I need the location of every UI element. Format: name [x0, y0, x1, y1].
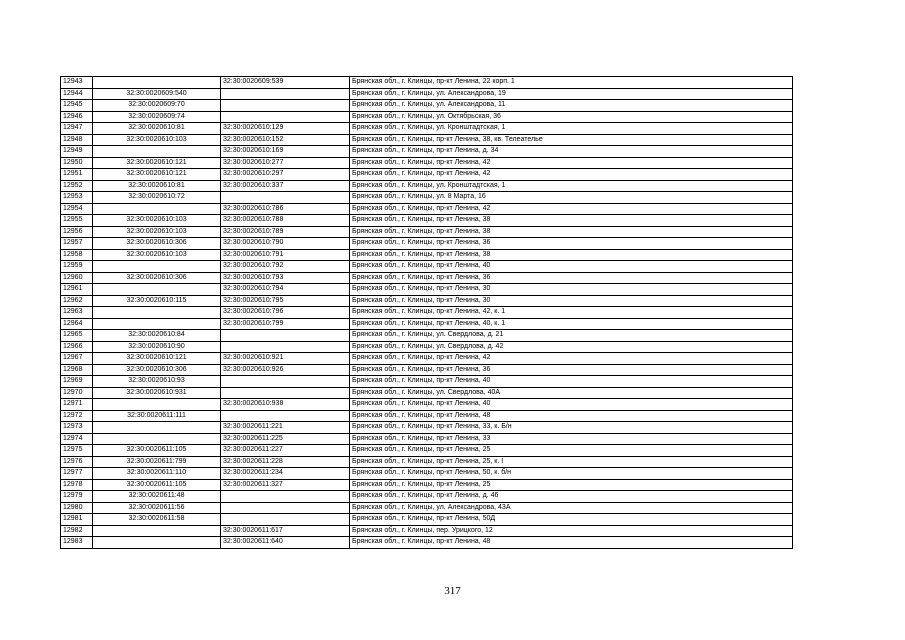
cadastral-number-cell: [221, 387, 350, 399]
row-number-cell: 12980: [61, 502, 93, 514]
cadastral-number-cell: 32:30:0020611:640: [221, 537, 350, 549]
cadastral-block-cell: [93, 146, 221, 158]
row-number-cell: 12950: [61, 157, 93, 169]
table-row: [61, 123, 793, 135]
address-cell: Брянская обл., г. Клинцы, пр-кт Ленина, 38: [350, 226, 793, 238]
table-row: [61, 468, 793, 480]
table-row: [61, 399, 793, 411]
address-cell: Брянская обл., г. Клинцы, пр-кт Ленина, 36: [350, 364, 793, 376]
cadastral-block-cell: 32:30:0020610:84: [93, 330, 221, 342]
cadastral-number-cell: 32:30:0020611:327: [221, 479, 350, 491]
cadastral-block-cell: 32:30:0020609:540: [93, 88, 221, 100]
cadastral-block-cell: 32:30:0020611:110: [93, 468, 221, 480]
address-cell: Брянская обл., г. Клинцы, пр-кт Ленина, 40, к. 1: [350, 318, 793, 330]
table-row: [61, 77, 793, 89]
row-number-cell: 12956: [61, 226, 93, 238]
row-number-cell: 12983: [61, 537, 93, 549]
table-row: [61, 146, 793, 158]
cadastral-block-cell: [93, 422, 221, 434]
table-row: [61, 238, 793, 250]
address-cell: Брянская обл., г. Клинцы, пр-кт Ленина, 48: [350, 537, 793, 549]
row-number-cell: 12960: [61, 272, 93, 284]
cadastral-number-cell: 32:30:0020610:938: [221, 399, 350, 411]
table-row: [61, 192, 793, 204]
address-cell: Брянская обл., г. Клинцы, пр-кт Ленина, 30: [350, 284, 793, 296]
row-number-cell: 12943: [61, 77, 93, 89]
cadastral-number-cell: 32:30:0020610:926: [221, 364, 350, 376]
cadastral-number-cell: 32:30:0020611:617: [221, 525, 350, 537]
cadastral-number-cell: 32:30:0020610:796: [221, 307, 350, 319]
address-cell: Брянская обл., г. Клинцы, пр-кт Ленина, 40: [350, 399, 793, 411]
cadastral-block-cell: [93, 284, 221, 296]
row-number-cell: 12946: [61, 111, 93, 123]
cadastral-number-cell: [221, 410, 350, 422]
cadastral-block-cell: 32:30:0020609:70: [93, 100, 221, 112]
address-cell: Брянская обл., г. Клинцы, пр-кт Ленина, 33: [350, 433, 793, 445]
row-number-cell: 12981: [61, 514, 93, 526]
row-number-cell: 12947: [61, 123, 93, 135]
table-row: [61, 514, 793, 526]
address-cell: Брянская обл., г. Клинцы, пр-кт Ленина, 50, к. б/н: [350, 468, 793, 480]
address-cell: Брянская обл., г. Клинцы, ул. Свердлова, д. 21: [350, 330, 793, 342]
row-number-cell: 12966: [61, 341, 93, 353]
row-number-cell: 12970: [61, 387, 93, 399]
cadastral-block-cell: 32:30:0020610:103: [93, 226, 221, 238]
table-row: [61, 445, 793, 457]
table-row: [61, 353, 793, 365]
cadastral-block-cell: 32:30:0020610:121: [93, 353, 221, 365]
row-number-cell: 12964: [61, 318, 93, 330]
cadastral-number-cell: 32:30:0020611:227: [221, 445, 350, 457]
cadastral-block-cell: 32:30:0020610:103: [93, 249, 221, 261]
cadastral-block-cell: [93, 203, 221, 215]
address-cell: Брянская обл., г. Клинцы, ул. Свердлова, 40А: [350, 387, 793, 399]
address-cell: Брянская обл., г. Клинцы, ул. 8 Марта, 16: [350, 192, 793, 204]
cadastral-number-cell: 32:30:0020610:795: [221, 295, 350, 307]
address-cell: Брянская обл., г. Клинцы, ул. Кронштадтская, 1: [350, 123, 793, 135]
row-number-cell: 12982: [61, 525, 93, 537]
row-number-cell: 12977: [61, 468, 93, 480]
cadastral-block-cell: 32:30:0020611:105: [93, 445, 221, 457]
address-cell: Брянская обл., г. Клинцы, пр-кт Ленина, 42: [350, 353, 793, 365]
row-number-cell: 12965: [61, 330, 93, 342]
cadastral-number-cell: 32:30:0020611:225: [221, 433, 350, 445]
address-cell: Брянская обл., г. Клинцы, пр-кт Ленина, д. 46: [350, 491, 793, 503]
address-cell: Брянская обл., г. Клинцы, пр-кт Ленина, 40: [350, 376, 793, 388]
address-cell: Брянская обл., г. Клинцы, пр-кт Ленина, 33, к. Б/н: [350, 422, 793, 434]
cadastral-block-cell: 32:30:0020610:90: [93, 341, 221, 353]
cadastral-number-cell: [221, 502, 350, 514]
cadastral-number-cell: 32:30:0020610:129: [221, 123, 350, 135]
cadastral-number-cell: 32:30:0020610:799: [221, 318, 350, 330]
row-number-cell: 12957: [61, 238, 93, 250]
address-cell: Брянская обл., г. Клинцы, пр-кт Ленина, 42: [350, 169, 793, 181]
table-row: [61, 203, 793, 215]
table-row: [61, 134, 793, 146]
table-row: [61, 284, 793, 296]
row-number-cell: 12967: [61, 353, 93, 365]
table-row: [61, 422, 793, 434]
cadastral-number-cell: [221, 111, 350, 123]
cadastral-block-cell: 32:30:0020610:931: [93, 387, 221, 399]
table-row: [61, 502, 793, 514]
cadastral-block-cell: 32:30:0020610:306: [93, 238, 221, 250]
table-row: [61, 387, 793, 399]
address-cell: Брянская обл., г. Клинцы, ул. Александрова, 19: [350, 88, 793, 100]
cadastral-number-cell: 32:30:0020610:791: [221, 249, 350, 261]
table-row: [61, 295, 793, 307]
table-row: [61, 376, 793, 388]
cadastral-number-cell: 32:30:0020610:297: [221, 169, 350, 181]
row-number-cell: 12968: [61, 364, 93, 376]
cadastral-number-cell: 32:30:0020610:152: [221, 134, 350, 146]
table-row: [61, 537, 793, 549]
row-number-cell: 12961: [61, 284, 93, 296]
cadastral-block-cell: [93, 77, 221, 89]
address-cell: Брянская обл., г. Клинцы, пр-кт Ленина, 38: [350, 215, 793, 227]
row-number-cell: 12959: [61, 261, 93, 273]
cadastral-number-cell: 32:30:0020610:794: [221, 284, 350, 296]
table-row: [61, 88, 793, 100]
registry-table: [60, 76, 793, 549]
table-row: [61, 180, 793, 192]
table-row: [61, 157, 793, 169]
cadastral-number-cell: [221, 100, 350, 112]
cadastral-block-cell: [93, 261, 221, 273]
row-number-cell: 12952: [61, 180, 93, 192]
table-row: [61, 111, 793, 123]
cadastral-number-cell: 32:30:0020610:277: [221, 157, 350, 169]
cadastral-block-cell: [93, 433, 221, 445]
cadastral-block-cell: 32:30:0020610:103: [93, 215, 221, 227]
cadastral-block-cell: 32:30:0020611:111: [93, 410, 221, 422]
address-cell: Брянская обл., г. Клинцы, пр-кт Ленина, 50Д: [350, 514, 793, 526]
cadastral-block-cell: 32:30:0020611:58: [93, 514, 221, 526]
table-row: [61, 364, 793, 376]
table-row: [61, 410, 793, 422]
address-cell: Брянская обл., г. Клинцы, пр-кт Ленина, 42: [350, 203, 793, 215]
address-cell: Брянская обл., г. Клинцы, пр-кт Ленина, 25: [350, 445, 793, 457]
table-row: [61, 261, 793, 273]
address-cell: Брянская обл., г. Клинцы, пр-кт Ленина, д. 34: [350, 146, 793, 158]
row-number-cell: 12971: [61, 399, 93, 411]
cadastral-block-cell: [93, 525, 221, 537]
cadastral-block-cell: [93, 537, 221, 549]
row-number-cell: 12979: [61, 491, 93, 503]
cadastral-block-cell: 32:30:0020610:93: [93, 376, 221, 388]
address-cell: Брянская обл., г. Клинцы, пр-кт Ленина, 36: [350, 238, 793, 250]
cadastral-block-cell: [93, 318, 221, 330]
cadastral-number-cell: 32:30:0020610:337: [221, 180, 350, 192]
table-row: [61, 100, 793, 112]
cadastral-block-cell: 32:30:0020610:306: [93, 272, 221, 284]
row-number-cell: 12976: [61, 456, 93, 468]
address-cell: Брянская обл., г. Клинцы, пр-кт Ленина, 36: [350, 272, 793, 284]
address-cell: Брянская обл., г. Клинцы, ул. Свердлова, д. 42: [350, 341, 793, 353]
cadastral-block-cell: 32:30:0020610:121: [93, 157, 221, 169]
address-cell: Брянская обл., г. Клинцы, пр-кт Ленина, 38: [350, 249, 793, 261]
cadastral-block-cell: 32:30:0020610:115: [93, 295, 221, 307]
cadastral-number-cell: 32:30:0020611:228: [221, 456, 350, 468]
cadastral-number-cell: 32:30:0020610:789: [221, 226, 350, 238]
row-number-cell: 12949: [61, 146, 93, 158]
cadastral-number-cell: [221, 330, 350, 342]
row-number-cell: 12972: [61, 410, 93, 422]
cadastral-number-cell: 32:30:0020610:790: [221, 238, 350, 250]
row-number-cell: 12973: [61, 422, 93, 434]
address-cell: Брянская обл., г. Клинцы, пр-кт Ленина, 42: [350, 157, 793, 169]
cadastral-block-cell: 32:30:0020611:799: [93, 456, 221, 468]
row-number-cell: 12958: [61, 249, 93, 261]
table-row: [61, 456, 793, 468]
row-number-cell: 12969: [61, 376, 93, 388]
row-number-cell: 12953: [61, 192, 93, 204]
row-number-cell: 12975: [61, 445, 93, 457]
cadastral-block-cell: 32:30:0020610:306: [93, 364, 221, 376]
cadastral-number-cell: 32:30:0020610:792: [221, 261, 350, 273]
address-cell: Брянская обл., г. Клинцы, пр-кт Ленина, 22 корп. 1: [350, 77, 793, 89]
cadastral-block-cell: 32:30:0020611:56: [93, 502, 221, 514]
cadastral-number-cell: [221, 88, 350, 100]
table-row: [61, 169, 793, 181]
table-row: [61, 330, 793, 342]
cadastral-block-cell: 32:30:0020609:74: [93, 111, 221, 123]
cadastral-block-cell: 32:30:0020610:103: [93, 134, 221, 146]
table-row: [61, 307, 793, 319]
address-cell: Брянская обл., г. Клинцы, пр-кт Ленина, 30: [350, 295, 793, 307]
cadastral-number-cell: 32:30:0020610:921: [221, 353, 350, 365]
cadastral-number-cell: [221, 192, 350, 204]
table-row: [61, 341, 793, 353]
cadastral-block-cell: 32:30:0020610:81: [93, 180, 221, 192]
table-row: [61, 491, 793, 503]
table-row: [61, 479, 793, 491]
cadastral-number-cell: [221, 376, 350, 388]
cadastral-number-cell: 32:30:0020610:788: [221, 215, 350, 227]
registry-table-body: [61, 77, 793, 549]
address-cell: Брянская обл., г. Клинцы, пер. Урицкого, 12: [350, 525, 793, 537]
address-cell: Брянская обл., г. Клинцы, пр-кт Ленина, 25, к. I: [350, 456, 793, 468]
table-row: [61, 249, 793, 261]
cadastral-block-cell: 32:30:0020611:48: [93, 491, 221, 503]
row-number-cell: 12951: [61, 169, 93, 181]
row-number-cell: 12945: [61, 100, 93, 112]
table-row: [61, 433, 793, 445]
cadastral-block-cell: [93, 307, 221, 319]
cadastral-block-cell: [93, 399, 221, 411]
cadastral-number-cell: 32:30:0020609:539: [221, 77, 350, 89]
cadastral-block-cell: 32:30:0020610:121: [93, 169, 221, 181]
table-row: [61, 318, 793, 330]
cadastral-number-cell: 32:30:0020611:234: [221, 468, 350, 480]
table-row: [61, 525, 793, 537]
address-cell: Брянская обл., г. Клинцы, ул. Александрова, 11: [350, 100, 793, 112]
row-number-cell: 12974: [61, 433, 93, 445]
cadastral-number-cell: [221, 514, 350, 526]
cadastral-number-cell: [221, 491, 350, 503]
table-row: [61, 226, 793, 238]
cadastral-block-cell: 32:30:0020611:105: [93, 479, 221, 491]
cadastral-number-cell: 32:30:0020611:221: [221, 422, 350, 434]
row-number-cell: 12954: [61, 203, 93, 215]
address-cell: Брянская обл., г. Клинцы, пр-кт Ленина, 42, к. 1: [350, 307, 793, 319]
address-cell: Брянская обл., г. Клинцы, пр-кт Ленина, 48: [350, 410, 793, 422]
row-number-cell: 12978: [61, 479, 93, 491]
row-number-cell: 12962: [61, 295, 93, 307]
page-number: 317: [444, 585, 461, 597]
cadastral-block-cell: 32:30:0020610:81: [93, 123, 221, 135]
cadastral-number-cell: 32:30:0020610:793: [221, 272, 350, 284]
row-number-cell: 12963: [61, 307, 93, 319]
cadastral-number-cell: 32:30:0020610:169: [221, 146, 350, 158]
row-number-cell: 12944: [61, 88, 93, 100]
address-cell: Брянская обл., г. Клинцы, ул. Октябрьская, 36: [350, 111, 793, 123]
address-cell: Брянская обл., г. Клинцы, пр-кт Ленина, 40: [350, 261, 793, 273]
address-cell: Брянская обл., г. Клинцы, пр-кт Ленина, 25: [350, 479, 793, 491]
row-number-cell: 12948: [61, 134, 93, 146]
cadastral-number-cell: [221, 341, 350, 353]
table-row: [61, 215, 793, 227]
cadastral-number-cell: 32:30:0020610:786: [221, 203, 350, 215]
row-number-cell: 12955: [61, 215, 93, 227]
address-cell: Брянская обл., г. Клинцы, ул. Александрова, 43А: [350, 502, 793, 514]
address-cell: Брянская обл., г. Клинцы, пр-кт Ленина, 38, кв. Телеателье: [350, 134, 793, 146]
address-cell: Брянская обл., г. Клинцы, ул. Кронштадтская, 1: [350, 180, 793, 192]
cadastral-block-cell: 32:30:0020610:72: [93, 192, 221, 204]
table-row: [61, 272, 793, 284]
